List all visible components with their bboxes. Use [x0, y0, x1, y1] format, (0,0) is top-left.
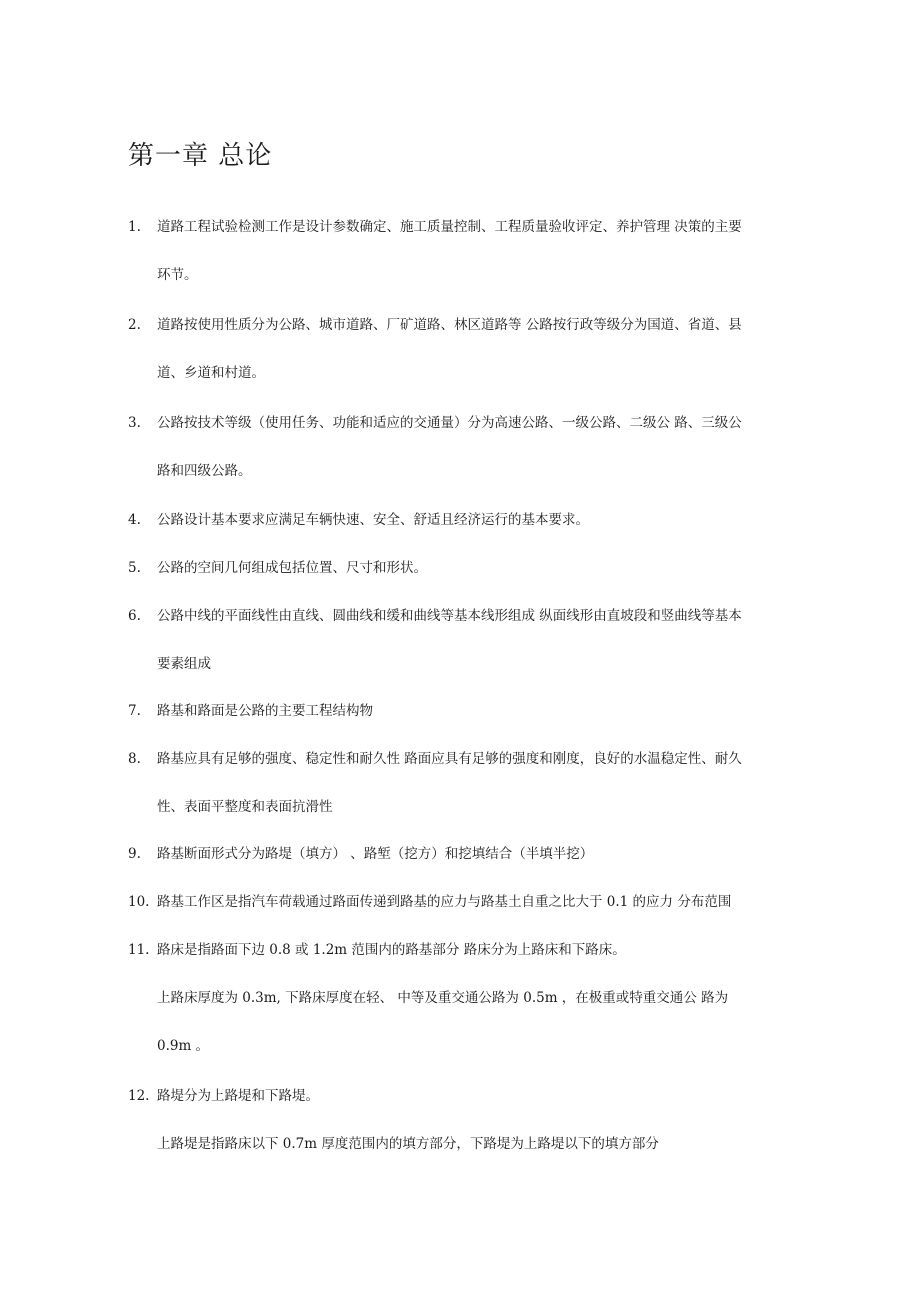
- list-item: [128, 203, 798, 299]
- item-number: 10.: [128, 894, 150, 910]
- item-text-continued: 环节。: [157, 267, 198, 283]
- item-text-continued: 要素组成: [157, 656, 211, 672]
- item-text-continued: 性、表面平整度和表面抗滑性: [157, 799, 333, 815]
- item-text: 公路设计基本要求应满足车辆快速、安全、舒适且经济运行的基本要求。: [157, 512, 589, 528]
- item-line: [128, 399, 798, 447]
- list-item: [128, 830, 798, 878]
- item-text: 公路按技术等级（使用任务、功能和适应的交通量）分为高速公路、一级公路、二级公 路、三级公: [157, 415, 742, 431]
- item-text: 路基断面形式分为路堤（填方） 、路堑（挖方）和挖填结合（半填半挖）: [157, 846, 594, 862]
- item-line: [128, 878, 798, 926]
- item-text: 路堤分为上路堤和下路堤。: [157, 1088, 319, 1104]
- item-text-continued: 道、乡道和村道。: [157, 365, 265, 381]
- item-text: 路床是指路面下边 0.8 或 1.2m 范围内的路基部分 路床分为上路床和下路床。: [157, 942, 626, 958]
- list-item: [128, 592, 798, 688]
- list-item: [128, 399, 798, 495]
- item-number: 7.: [128, 703, 141, 719]
- item-text-continued: 路和四级公路。: [157, 463, 252, 479]
- item-number: 3.: [128, 415, 141, 431]
- item-line: [128, 830, 798, 878]
- chapter-title: 第一章 总论: [128, 141, 273, 172]
- item-line: [128, 203, 798, 251]
- item-line: [128, 1072, 798, 1120]
- item-number: 2.: [128, 317, 141, 333]
- item-text: 路基和路面是公路的主要工程结构物: [157, 703, 373, 719]
- item-text: 路基应具有足够的强度、稳定性和耐久性 路面应具有足够的强度和刚度，良好的水温稳定性、耐久: [157, 751, 742, 767]
- list-item: [128, 544, 798, 592]
- item-number: 12.: [128, 1088, 150, 1104]
- item-line: [128, 301, 798, 349]
- item-text: 道路工程试验检测工作是设计参数确定、施工质量控制、工程质量验收评定、养护管理 决策的主要: [157, 219, 742, 235]
- item-line: [128, 544, 798, 592]
- item-number: 9.: [128, 846, 141, 862]
- item-text-continued: 上路堤是指路床以下 0.7m 厚度范围内的填方部分，下路堤为上路堤以下的填方部分: [157, 1136, 659, 1152]
- item-line: [128, 926, 798, 974]
- item-number: 11.: [128, 942, 150, 958]
- list-item: [128, 301, 798, 397]
- item-text: 道路按使用性质分为公路、城市道路、厂矿道路、林区道路等 公路按行政等级分为国道、省道、县: [157, 317, 742, 333]
- item-line: [128, 735, 798, 783]
- item-number: 5.: [128, 560, 141, 576]
- list-item: [128, 926, 798, 1070]
- item-text: 公路的空间几何组成包括位置、尺寸和形状。: [157, 560, 427, 576]
- item-text: 公路中线的平面线性由直线、圆曲线和缓和曲线等基本线形组成 纵面线形由直坡段和竖曲线等基本: [157, 608, 742, 624]
- item-number: 4.: [128, 512, 141, 528]
- item-number: 6.: [128, 608, 141, 624]
- item-text-continued: 0.9m 。: [157, 1038, 210, 1054]
- list-item: [128, 878, 798, 926]
- list-item: [128, 735, 798, 831]
- item-text: 路基工作区是指汽车荷载通过路面传递到路基的应力与路基土自重之比大于 0.1 的应力 分布范围: [157, 894, 732, 910]
- item-line: [128, 687, 798, 735]
- item-number: 8.: [128, 751, 141, 767]
- list-item: [128, 1072, 798, 1168]
- item-line: [128, 496, 798, 544]
- list-item: [128, 687, 798, 735]
- list-item: [128, 496, 798, 544]
- item-number: 1.: [128, 219, 141, 235]
- item-line: [128, 592, 798, 640]
- item-text-continued: 上路床厚度为 0.3m, 下路床厚度在轻、 中等及重交通公路为 0.5m ，在极重或特重交通公 路为: [157, 990, 729, 1006]
